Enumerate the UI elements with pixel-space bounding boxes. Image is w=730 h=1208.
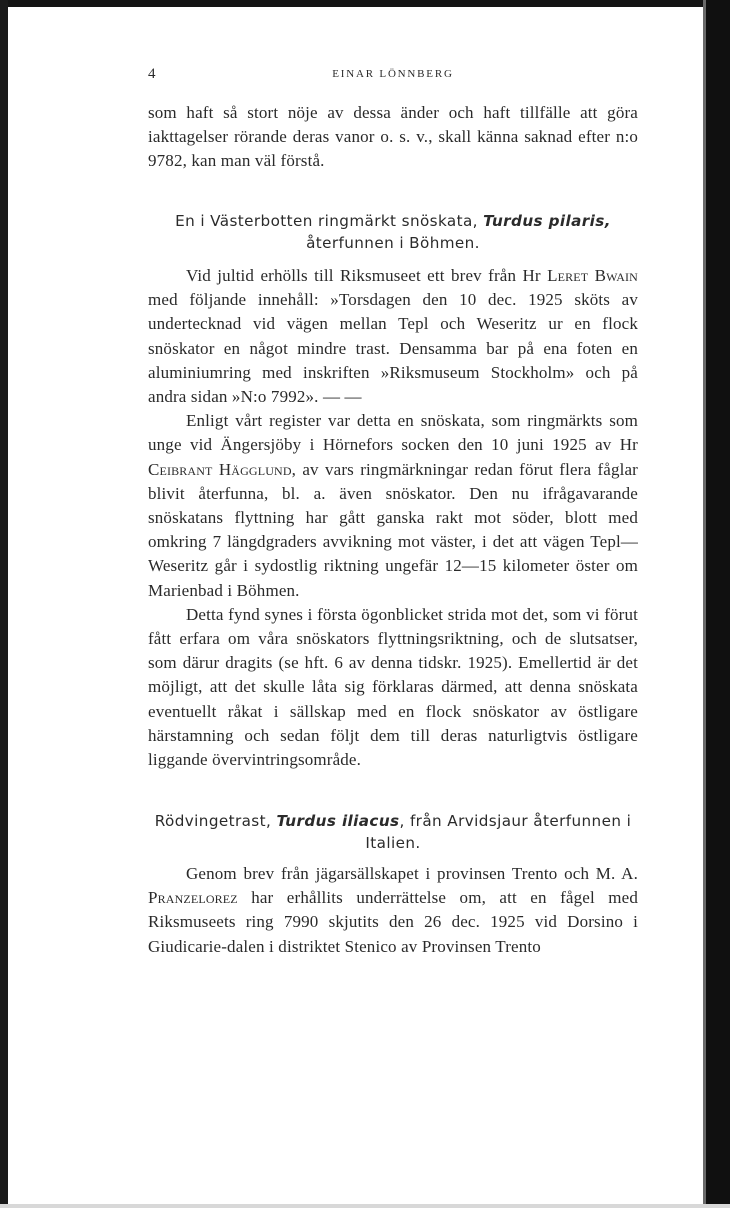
continuation-text: som haft så stort nöje av dessa änder och haft tillfälle att göra iakttagelser rörande deras vanor o. s. v., skall känna saknad efter n:o 9782, kan man väl förstå. bbox=[148, 103, 638, 171]
heading-latin-name: Turdus pilaris, bbox=[483, 212, 611, 230]
section-body-rodvingetrast bbox=[148, 862, 638, 959]
scan-border-bottom bbox=[0, 1204, 730, 1208]
heading-text-end: återfunnen i Böhmen. bbox=[306, 234, 480, 252]
heading-text: En i Västerbotten ringmärkt snöskata, bbox=[175, 212, 484, 230]
section-body-snoskata bbox=[148, 264, 638, 772]
paragraph-text: med följande innehåll: »Torsdagen den 10 dec. 1925 sköts av undertecknad vid vägen mellan Tepl och Weseritz ur en flock snöskator en något mindre trast. Densamma bar på ena foten en aluminiumring med inskriften »Riksmuseum Stockholm» och på andra sidan »N:o 7992». — — bbox=[148, 290, 638, 407]
paragraph bbox=[148, 862, 638, 959]
paragraph bbox=[148, 264, 638, 409]
paragraph bbox=[148, 409, 638, 603]
section-heading-snoskata bbox=[148, 210, 638, 254]
continuation-paragraph bbox=[148, 101, 638, 174]
section-heading-rodvingetrast bbox=[148, 810, 638, 854]
paragraph-text: har erhållits underrättelse om, att en fågel med Riksmuseets ring 7990 skjutits den 26 dec. 1925 vid Dorsino i Giudicarie-dalen i distriktet Stenico av Provinsen Trento bbox=[148, 888, 638, 956]
heading-latin-name: Turdus iliacus bbox=[276, 812, 400, 830]
paragraph-text: Enligt vårt register var detta en snöskata, som ringmärkts som unge vid Ängersjöby i Hörnefors socken den 10 juni 1925 av Hr bbox=[148, 411, 638, 455]
person-name: Ceibrant Hägglund bbox=[148, 459, 292, 479]
scan-border-right bbox=[706, 0, 730, 1208]
scan-border-left bbox=[0, 0, 8, 1208]
running-title: EINAR LÖNNBERG bbox=[332, 68, 454, 80]
paragraph: Detta fynd synes i första ögonblicket strida mot det, som vi förut fått erfara om våra snöskators flyttningsriktning, och de slutsatser, som därur dragits (se hft. 6 av denna tidskr. 1925). Emellertid är det möjligt, att det skulle låta sig förklaras därmed, att denna snöskata eventuellt råkat i sällskap med en flock snöskator av östligare härstamning och sedan följt dem till deras naturligtvis östligare liggande övervintringsområde. bbox=[148, 604, 638, 770]
page-number: 4 bbox=[148, 66, 156, 82]
person-name: Pranzelorez bbox=[148, 888, 238, 908]
heading-text: Rödvingetrast, bbox=[154, 812, 277, 830]
paragraph-text: Genom brev från jägarsällskapet i provinsen Trento och M. A. bbox=[186, 864, 638, 883]
paragraph-text: , av vars ringmärkningar redan förut flera fåglar blivit återfunna, bl. a. även snöskator. Den nu ifrågavarande snöskatans flyttning har gått ganska rakt mot söder, blott med omkring 7 längdgraders avvikning mot väster, i det att vägen Tepl—Weseritz går i sydostlig riktning ungefär 12—15 kilometer öster om Marienbad i Böhmen. bbox=[148, 459, 638, 600]
paragraph-text: Vid jultid erhölls till Riksmuseet ett brev från Hr bbox=[186, 266, 548, 285]
scan-border-top bbox=[0, 0, 730, 7]
person-name: Leret Bwain bbox=[547, 266, 638, 285]
heading-text-end: , från Arvidsjaur återfunnen i Italien. bbox=[365, 812, 632, 852]
running-header bbox=[148, 66, 638, 86]
